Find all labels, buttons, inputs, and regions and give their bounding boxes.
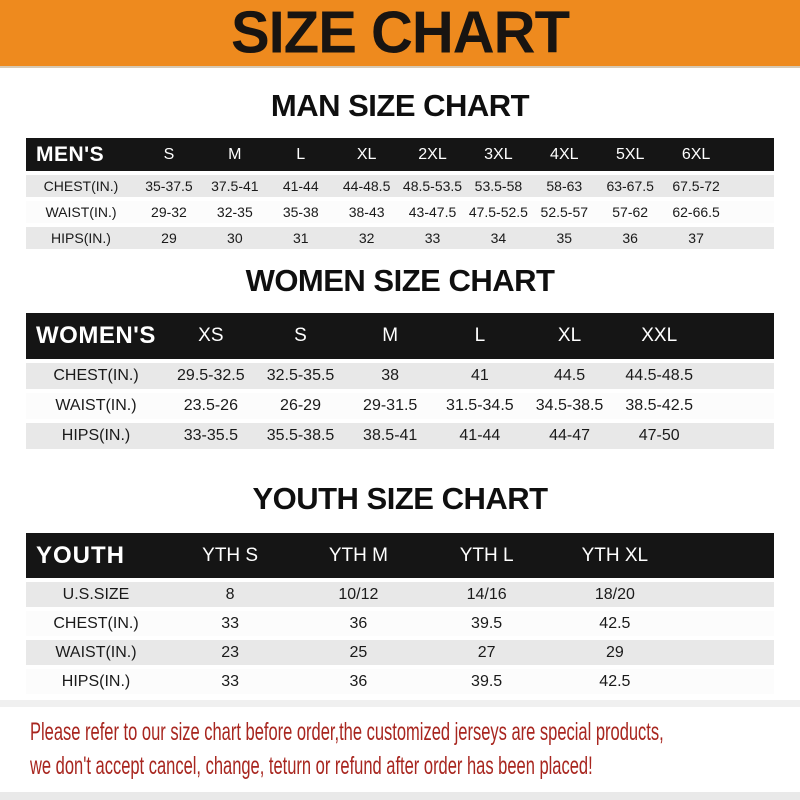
size-value: 29 xyxy=(161,230,177,246)
size-value: 23.5-26 xyxy=(183,397,238,414)
table-header-label: YOUTH xyxy=(36,541,125,569)
size-value: 35-37.5 xyxy=(145,178,193,194)
row-label: U.S.SIZE xyxy=(62,585,130,603)
size-column-header: L xyxy=(296,145,306,163)
size-value: 57-62 xyxy=(612,204,649,220)
size-column-header: 6XL xyxy=(681,145,711,163)
size-value: 23 xyxy=(221,643,240,661)
size-value: 36 xyxy=(349,672,368,690)
size-value: 36 xyxy=(622,230,638,246)
table-row xyxy=(26,423,774,449)
row-label: WAIST(IN.) xyxy=(55,643,137,661)
size-value: 10/12 xyxy=(338,585,379,603)
size-value: 27 xyxy=(477,643,496,661)
women-section-heading: WOMEN SIZE CHART xyxy=(245,263,555,298)
table-row xyxy=(26,175,774,197)
table-header-row xyxy=(26,138,774,171)
size-value: 38.5-42.5 xyxy=(625,397,693,414)
table-row xyxy=(26,227,774,249)
size-value: 34 xyxy=(490,230,507,246)
size-column-header: YTH L xyxy=(459,544,514,566)
size-column-header: L xyxy=(474,325,486,346)
size-value: 47.5-52.5 xyxy=(468,204,528,220)
size-value: 31.5-34.5 xyxy=(446,397,514,414)
table-row xyxy=(26,611,774,636)
size-value: 26-29 xyxy=(280,397,321,414)
men-section-heading: MAN SIZE CHART xyxy=(270,88,530,123)
size-value: 41 xyxy=(470,367,489,384)
notice-line xyxy=(30,717,800,751)
size-value: 33 xyxy=(424,230,441,246)
order-notice xyxy=(0,717,800,785)
women-section xyxy=(0,263,800,449)
size-value: 37.5-41 xyxy=(211,178,259,194)
table-row xyxy=(26,640,774,665)
table-row xyxy=(26,582,774,607)
size-value: 30 xyxy=(227,230,243,246)
size-column-header: 5XL xyxy=(615,145,645,163)
table-header-row xyxy=(26,533,774,578)
size-value: 14/16 xyxy=(466,585,507,603)
size-value: 53.5-58 xyxy=(474,178,523,194)
size-value: 35-38 xyxy=(282,204,319,220)
row-label: CHEST(IN.) xyxy=(53,614,139,632)
size-value: 29-32 xyxy=(151,204,187,220)
size-value: 44-48.5 xyxy=(342,178,391,194)
row-label: WAIST(IN.) xyxy=(55,397,137,414)
table-header-label: MEN'S xyxy=(36,142,105,166)
size-value: 38.5-41 xyxy=(363,427,418,444)
size-column-header: 3XL xyxy=(484,145,513,163)
size-value: 38-43 xyxy=(348,204,385,220)
size-column-header: XXL xyxy=(641,325,678,346)
size-value: 44.5 xyxy=(553,367,586,384)
size-value: 62-66.5 xyxy=(672,204,720,220)
size-value: 58-63 xyxy=(546,178,583,194)
size-column-header: YTH S xyxy=(202,544,259,566)
table-row xyxy=(26,393,774,419)
row-label: HIPS(IN.) xyxy=(61,672,131,690)
row-label: HIPS(IN.) xyxy=(51,230,111,246)
women-size-table xyxy=(26,313,774,449)
size-value: 35 xyxy=(556,230,573,246)
notice-line2-text: we don't accept cancel, change, teturn or refund after order has been placed! xyxy=(30,752,593,780)
size-column-header: M xyxy=(228,145,242,163)
bottom-edge-strip xyxy=(0,792,800,800)
banner xyxy=(0,0,800,68)
size-value: 41-44 xyxy=(459,427,501,444)
size-value: 33 xyxy=(221,672,240,690)
notice-line xyxy=(30,751,800,785)
size-value: 47-50 xyxy=(638,427,680,444)
size-value: 29 xyxy=(605,643,624,661)
size-column-header: XS xyxy=(198,325,224,346)
row-label: HIPS(IN.) xyxy=(61,427,131,444)
size-value: 8 xyxy=(225,585,235,603)
size-column-header: M xyxy=(382,325,399,346)
youth-section xyxy=(0,481,800,694)
size-column-header: 4XL xyxy=(550,145,579,163)
size-value: 33-35.5 xyxy=(183,427,238,444)
size-column-header: YTH XL xyxy=(581,544,649,566)
size-column-header: S xyxy=(163,145,175,163)
size-value: 36 xyxy=(349,614,368,632)
size-value: 41-44 xyxy=(282,178,319,194)
size-value: 32 xyxy=(358,230,375,246)
size-value: 34.5-38.5 xyxy=(535,397,604,414)
size-value: 29.5-32.5 xyxy=(177,367,245,384)
size-value: 32-35 xyxy=(216,204,253,220)
size-value: 39.5 xyxy=(471,614,503,632)
size-value: 48.5-53.5 xyxy=(402,178,463,194)
size-column-header: XL xyxy=(356,145,377,163)
size-value: 33 xyxy=(221,614,240,632)
size-value: 42.5 xyxy=(599,672,631,690)
size-value: 39.5 xyxy=(471,672,503,690)
row-label: WAIST(IN.) xyxy=(45,204,117,220)
size-value: 67.5-72 xyxy=(672,178,720,194)
size-value: 44-47 xyxy=(549,427,590,444)
men-size-table xyxy=(26,138,774,249)
size-value: 43-47.5 xyxy=(408,204,457,220)
table-row xyxy=(26,201,774,223)
size-value: 44.5-48.5 xyxy=(625,367,693,384)
youth-size-table xyxy=(26,533,774,694)
notice-line1-text: Please refer to our size chart before order,the customized jerseys are special products, xyxy=(30,718,664,746)
size-column-header: 2XL xyxy=(418,145,447,163)
table-header-label: WOMEN'S xyxy=(36,322,156,349)
size-value: 37 xyxy=(688,230,704,246)
youth-section-heading: YOUTH SIZE CHART xyxy=(252,481,548,516)
row-label: CHEST(IN.) xyxy=(43,178,119,194)
size-value: 25 xyxy=(349,643,368,661)
size-value: 63-67.5 xyxy=(606,178,654,194)
size-value: 38 xyxy=(381,367,400,384)
size-value: 18/20 xyxy=(594,585,635,603)
row-label: CHEST(IN.) xyxy=(53,367,139,384)
size-column-header: YTH M xyxy=(328,544,388,566)
size-value: 52.5-57 xyxy=(540,204,589,220)
table-header-row xyxy=(26,313,774,359)
table-row xyxy=(26,363,774,389)
divider-strip xyxy=(0,700,800,707)
size-value: 35.5-38.5 xyxy=(266,427,335,444)
size-value: 31 xyxy=(292,230,309,246)
size-value: 29-31.5 xyxy=(363,397,418,414)
size-column-header: XL xyxy=(557,325,582,346)
men-section xyxy=(0,88,800,249)
banner-title: SIZE CHART xyxy=(231,0,569,66)
size-column-header: S xyxy=(294,325,307,346)
size-value: 32.5-35.5 xyxy=(266,367,335,384)
table-row xyxy=(26,669,774,694)
size-value: 42.5 xyxy=(599,614,631,632)
